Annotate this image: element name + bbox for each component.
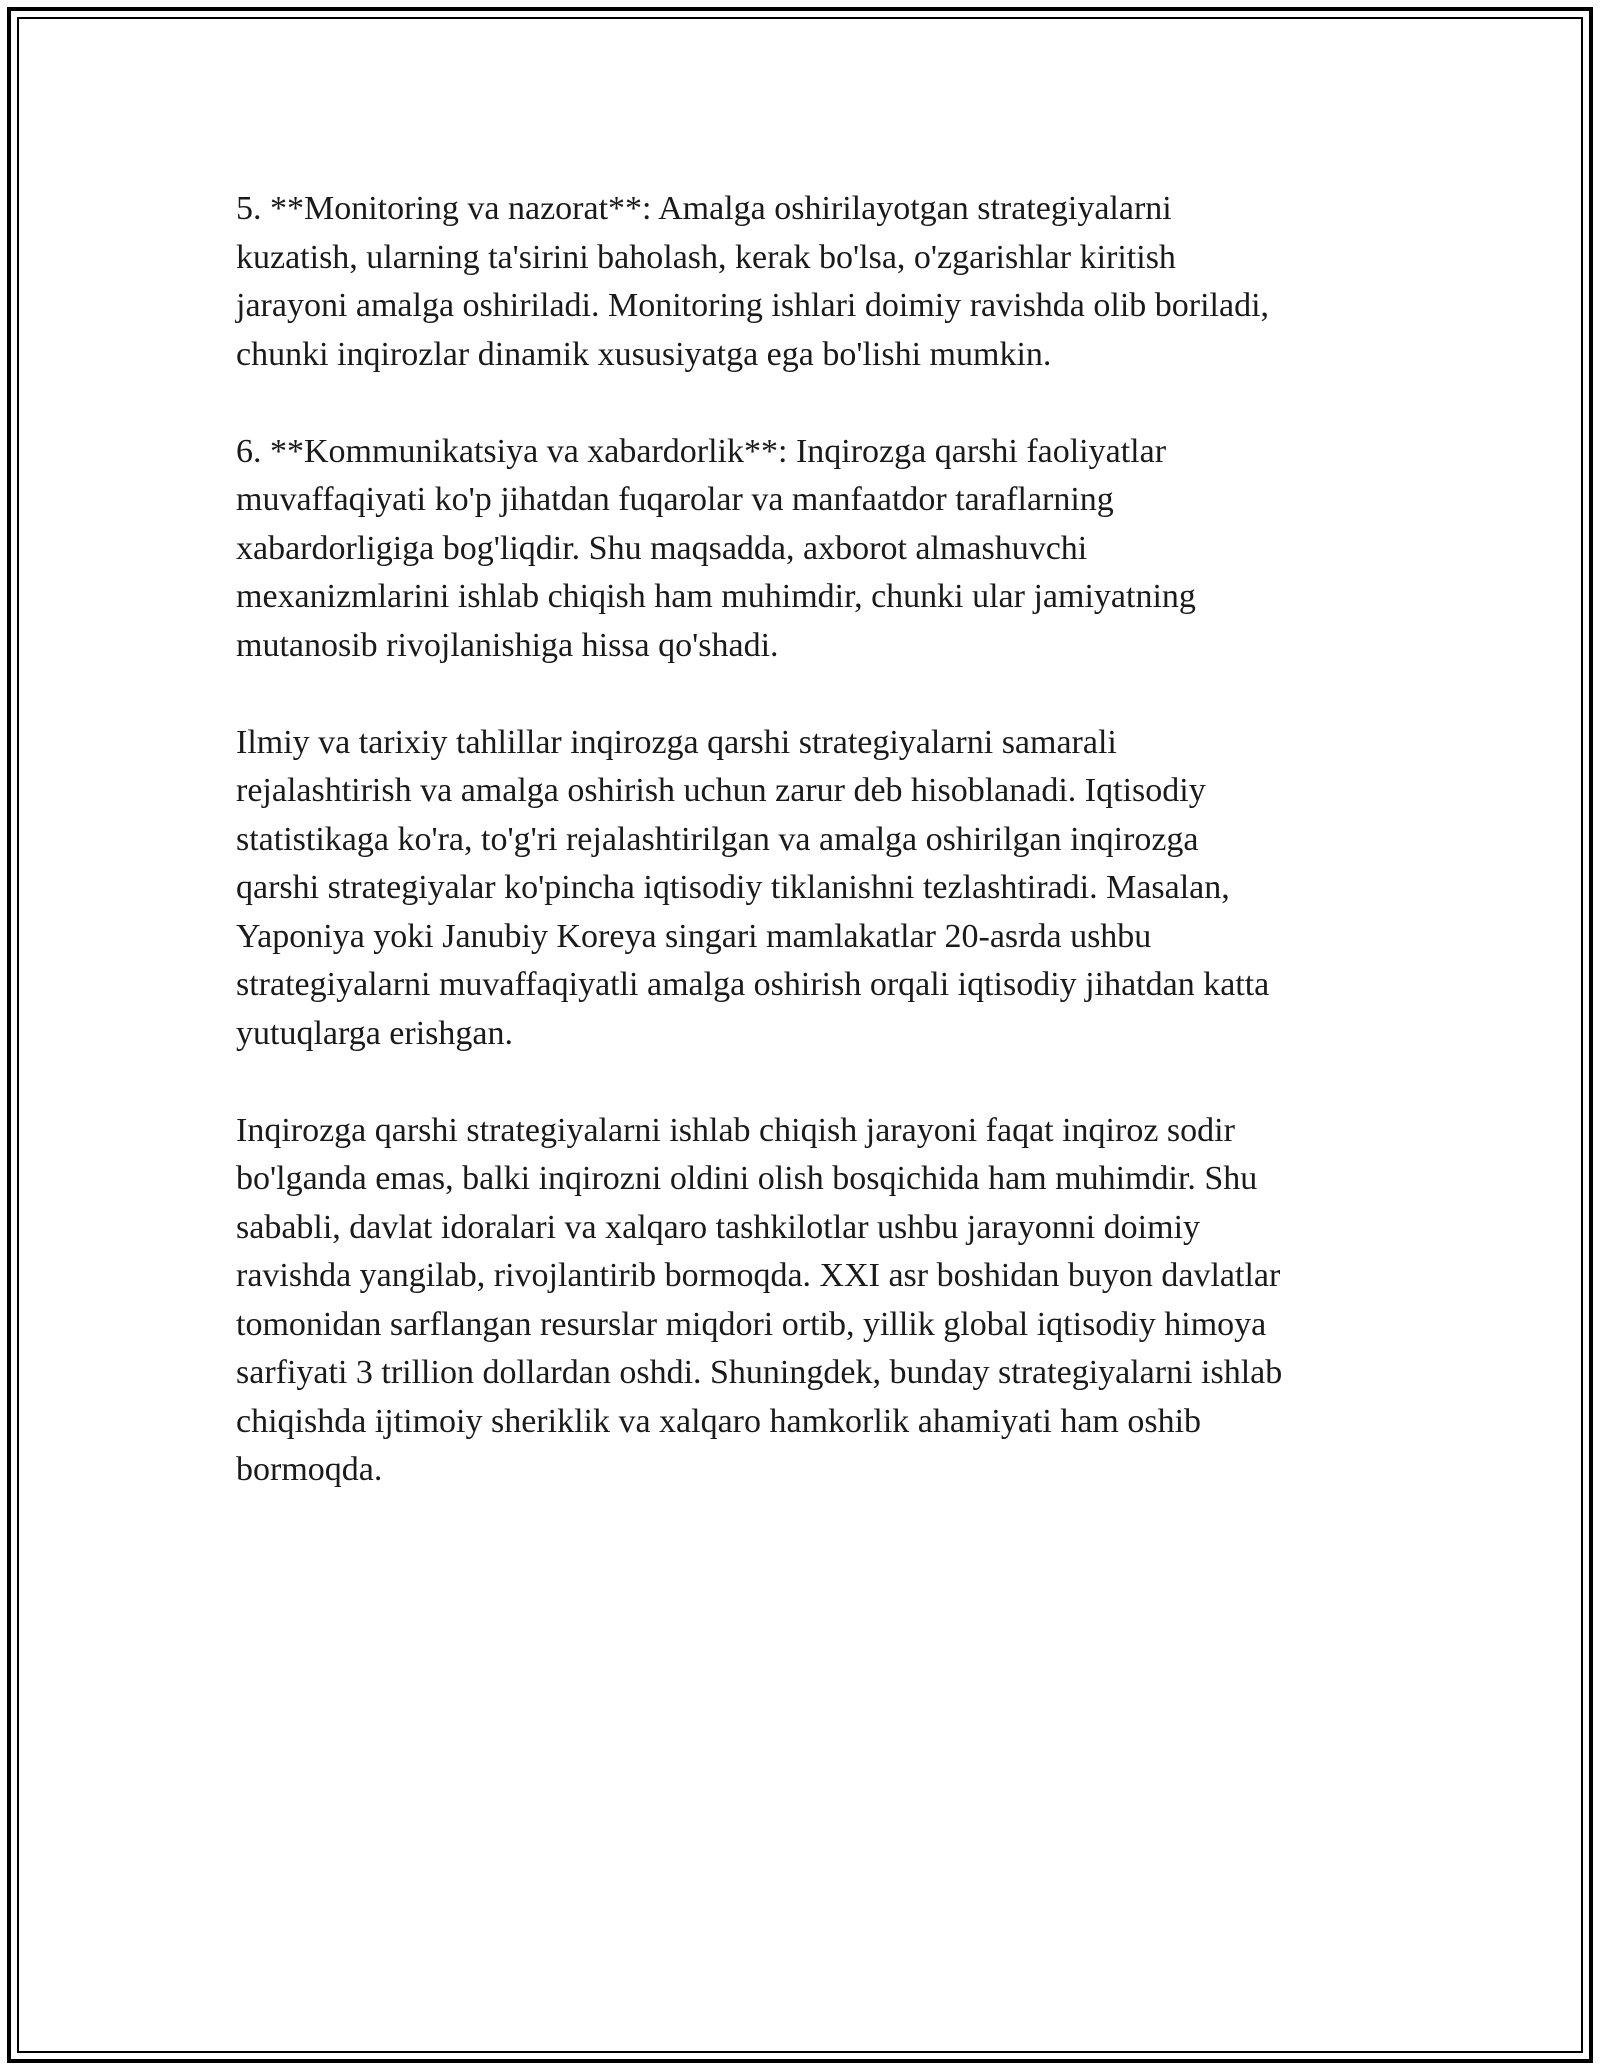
paragraph-monitoring: 5. **Monitoring va nazorat**: Amalga oshirilayotgan strategiyalarni kuzatish, ularning ta'sirini baholash, kerak bo'lsa, o'zgarishlar kiritish jarayoni amalga oshiriladi. Monitoring ishlari doimiy ravishda olib boriladi, chunki inqirozlar dinamik xususiyatga ega bo'lishi mumkin. <box>236 190 1270 373</box>
document-body <box>236 185 1376 1543</box>
paragraph-scientific-analysis: Ilmiy va tarixiy tahlillar inqirozga qarshi strategiyalarni samarali rejalashtirish va amalga oshirish uchun zarur deb hisoblanadi. Iqtisodiy statistikaga ko'ra, to'g'ri rejalashtirilgan va amalga oshirilgan inqirozga qarshi strategiyalar ko'pincha iqtisodiy tiklanishni tezlashtiradi. Masalan, Yaponiya yoki Janubiy Koreya singari mamlakatlar 20-asrda ushbu strategiyalarni muvaffaqiyatli amalga oshirish orqali iqtisodiy jihatdan katta yutuqlarga erishgan. <box>236 723 1270 1052</box>
paragraph-strategy-development: Inqirozga qarshi strategiyalarni ishlab chiqish jarayoni faqat inqiroz sodir bo'lganda emas, balki inqirozni oldini olish bosqichida ham muhimdir. Shu sababli, davlat idoralari va xalqaro tashkilotlar ushbu jarayonni doimiy ravishda yangilab, rivojlantirib bormoqda. XXI asr boshidan buyon davlatlar tomonidan sarflangan resurslar miqdori ortib, yillik global iqtisodiy himoya sarfiyati 3 trillion dollardan oshdi. Shuningdek, bunday strategiyalarni ishlab chiqishda ijtimoiy sheriklik va xalqaro hamkorlik ahamiyati ham oshib bormoqda. <box>236 1111 1283 1488</box>
paragraph-communication: 6. **Kommunikatsiya va xabardorlik**: Inqirozga qarshi faoliyatlar muvaffaqiyati ko'p jihatdan fuqarolar va manfaatdor taraflarning xabardorligiga bog'liqdir. Shu maqsadda, axborot almashuvchi mexanizmlarini ishlab chiqish ham muhimdir, chunki ular jamiyatning mutanosib rivojlanishiga hissa qo'shadi. <box>236 432 1196 664</box>
